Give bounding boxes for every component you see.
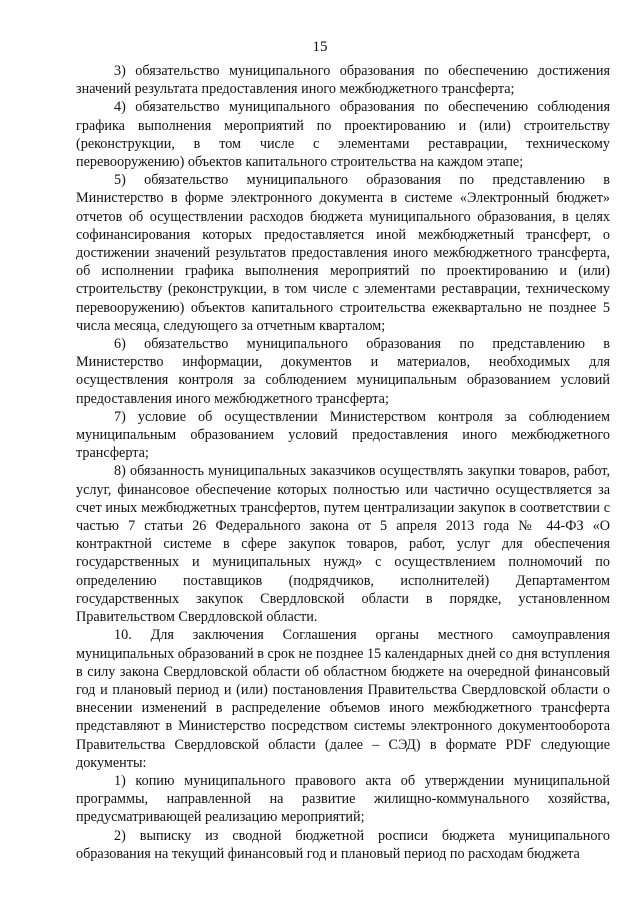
document-body [76, 62, 610, 863]
paragraph-item-8: 8) обязанность муниципальных заказчиков осуществлять закупки товаров, работ, услуг, финансовое обеспечение которых полностью или частично осуществляется за счет иных межбюджетных трансфертов, путем централизации закупок в соответствии с частью 7 статьи 26 Федерального закона от 5 апреля 2013 года № 44-ФЗ «О контрактной системе в сфере закупок товаров, работ, услуг для обеспечения государственных и муниципальных нужд» с осуществлением полномочий по определению поставщиков (подрядчиков, исполнителей) Департаментом государственных закупок Свердловской области в порядке, установленном Правительством Свердловской области. [76, 463, 610, 626]
paragraph-item-5: 5) обязательство муниципального образования по представлению в Министерство в форме электронного документа в системе «Электронный бюджет» отчетов об осуществлении расходов бюджета муниципального образования, в целях софинансирования которых предоставляется иной межбюджетный трансферт, о достижении значений результатов предоставления иного межбюджетного трансферта, об исполнении графика выполнения мероприятий по проектированию и (или) строительству (реконструкции, в том числе с элементами реставрации, техническому перевооружению) объектов капитального строительства ежеквартально не позднее 5 числа месяца, следующего за отчетным кварталом; [76, 172, 610, 334]
page-number: 15 [312, 39, 328, 55]
paragraph-document-1: 1) копию муниципального правового акта об утверждении муниципальной программы, направленной на развитие жилищно-коммунального хозяйства, предусматривающей реализацию мероприятий; [76, 772, 610, 826]
paragraph-item-4: 4) обязательство муниципального образования по обеспечению соблюдения графика выполнения мероприятий по проектированию и (или) строительству (реконструкции, в том числе с элементами реставрации, техническому перевооружению) объектов капитального строительства на каждом этапе; [76, 99, 610, 171]
paragraph-item-6: 6) обязательство муниципального образования по представлению в Министерство информации, документов и материалов, необходимых для осуществления контроля за соблюдением муниципальным образованием условий предоставления иного межбюджетного трансферта; [76, 336, 610, 407]
paragraph-item-3: 3) обязательство муниципального образования по обеспечению достижения значений результата предоставления иного межбюджетного трансферта; [76, 63, 610, 98]
paragraph-document-2: 2) выписку из сводной бюджетной росписи бюджета муниципального образования на текущий финансовый год и плановый период по расходам бюджета [76, 827, 610, 862]
paragraph-section-10: 10. Для заключения Соглашения органы местного самоуправления муниципальных образований в срок не позднее 15 календарных дней со дня вступления в силу закона Свердловской области об областном бюджете на очередной финансовый год и плановый период и (или) постановления Правительства Свердловской области о внесении изменений в распределение объемов иного межбюджетного трансферта представляют в Министерство посредством системы электронного документооборота Правительства Свердловской области (далее – СЭД) в формате PDF следующие документы: [76, 627, 610, 771]
paragraph-item-7: 7) условие об осуществлении Министерством контроля за соблюдением муниципальным образованием условий предоставления иного межбюджетного трансферта; [76, 408, 610, 462]
